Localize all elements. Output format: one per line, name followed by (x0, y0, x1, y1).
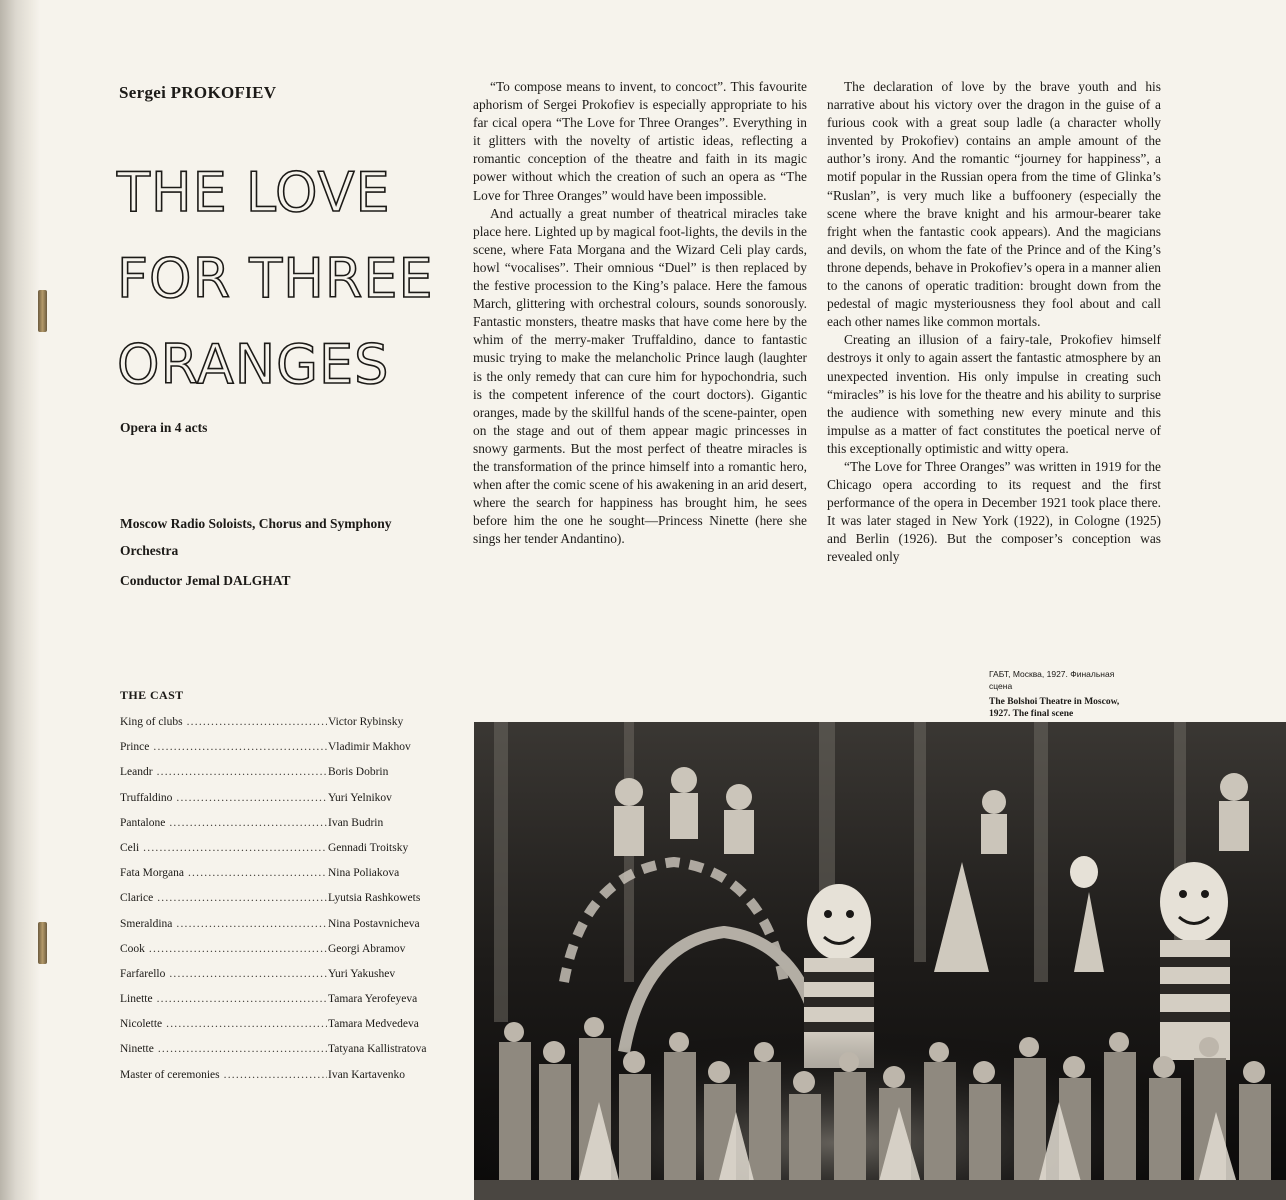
cast-role: Clarice (120, 892, 154, 905)
title-line: ORANGES (117, 333, 390, 396)
cast-actor: Nina Poliakova (328, 867, 400, 880)
cast-role: Fata Morgana (120, 867, 184, 880)
dot-leader (169, 817, 327, 829)
cast-actor: Boris Dobrin (328, 766, 389, 779)
staple (38, 922, 47, 964)
stage-photo-image (474, 722, 1286, 1200)
cast-row (120, 716, 450, 741)
dot-leader (176, 792, 327, 804)
article-paragraph: “To compose means to invent, to concoct”. This favourite aphorism of Sergei Prokofiev is especially appropriate to his far cical opera “The Love for Three Oranges”. Everything in it glitters with the novelty of artistic ideas, reflecting a romantic conception of the theatre and faith in its magic power without which the creation of such an opera as “The Love for Three Oranges” would have been impossible. (473, 79, 807, 203)
cast-row (120, 993, 450, 1018)
cast-role: Celi (120, 841, 140, 854)
cast-actor: Yuri Yelnikov (328, 791, 392, 804)
cast-row (120, 1043, 450, 1068)
conductor: Conductor Jemal DALGHAT (120, 573, 291, 588)
cast-role: Farfarello (120, 967, 166, 980)
title-line: THE LOVE (117, 161, 391, 224)
dot-leader (149, 943, 327, 955)
cast-actor: Nina Postavnicheva (328, 917, 420, 930)
cast-actor: Tatyana Kallistratova (328, 1043, 427, 1056)
cast-role: Truffaldino (120, 791, 173, 804)
performers: Moscow Radio Soloists, Chorus and Symphony Orchestra (120, 516, 392, 558)
cast-row (120, 918, 450, 943)
composer-name: Sergei PROKOFIEV (119, 83, 277, 102)
cast-role: Prince (120, 741, 150, 754)
cast-row (120, 892, 450, 917)
cast-row (120, 842, 450, 867)
cast-row (120, 741, 450, 766)
article-paragraph: And actually a great number of theatrical miracles take place here. Lighted up by magical foot-lights, the devils in the scene, where Fata Morgana and the Wizard Celi play cards, howl “vocalises”. Their omnious “Duel” is then replaced by the festive procession to the King’s palace. Here the famous March, glittering with orchestral colours, sounds sonorously. Fantastic monsters, theatre masks that have come here by the whim of the merry-maker Truffaldino, dance to fantastic music trying to make the melancholic Prince laugh (laughter is the only remedy that can cure him for hypochondria, such is the competent inference of the court doctors). Gigantic oranges, made by the skillful hands of the scene-painter, open on the stage and out of them appear magic princesses in snowy garments. But the most perfect of theatre miracles is the transformation of the prince himself into a romantic hero, when after the comic scene of his awakening in an arid desert, where the search for happiness has brought him, he sees before him the one he sought—Princess Ninette (here she sings her tender Andantino). (473, 205, 807, 547)
cast-role: Pantalone (120, 816, 166, 829)
cast-actor: Ivan Budrin (328, 816, 384, 829)
dot-leader (166, 1018, 327, 1030)
cast-row (120, 1069, 450, 1094)
cast-row (120, 817, 450, 842)
cast-row (120, 968, 450, 993)
dot-leader (153, 741, 327, 753)
cast-row (120, 867, 450, 892)
dot-leader (143, 842, 327, 854)
cast-role: Nicolette (120, 1018, 163, 1031)
cast-role: Cook (120, 942, 145, 955)
dot-leader (188, 867, 327, 879)
dot-leader (176, 918, 327, 930)
dot-leader (157, 766, 327, 778)
caption-english: The Bolshoi Theatre in Moscow, 1927. The final scene (989, 697, 1120, 719)
article-paragraph: Creating an illusion of a fairy-tale, Prokofiev himself destroys it only to again assert the fantastic atmosphere by an unexpected invention. His only impulse in creating such “miracles” is his love for the theatre and his ability to surprise the audience with something new every minute and this impulse as a matter of fact constitutes the poetical nerve of this exceptionally optimistic and witty opera. (827, 332, 1161, 456)
dot-leader (187, 716, 327, 728)
stage-photo (474, 722, 1286, 1200)
cast-role: Linette (120, 993, 153, 1006)
photo-caption (989, 668, 1139, 720)
cast-row (120, 1018, 450, 1043)
title-line: FOR THREE (117, 247, 434, 310)
cast-actor: Ivan Kartavenko (328, 1068, 405, 1081)
cast-row (120, 766, 450, 791)
cast-heading: THE CAST (120, 688, 184, 702)
opera-title (117, 150, 457, 408)
cast-role: Ninette (120, 1043, 154, 1056)
cast-actor: Georgi Abramov (328, 942, 406, 955)
article-column-1 (473, 78, 807, 548)
cast-role: King of clubs (120, 716, 183, 728)
cast-role: Master of ceremonies (120, 1068, 220, 1081)
cast-actor: Yuri Yakushev (328, 967, 396, 980)
cast-actor: Tamara Yerofeyeva (328, 993, 418, 1006)
cast-actor: Tamara Medvedeva (328, 1018, 419, 1031)
dot-leader (169, 968, 327, 980)
cast-list (120, 716, 450, 1094)
cast-row (120, 792, 450, 817)
article-column-2 (827, 78, 1161, 567)
cast-actor: Victor Rybinsky (328, 716, 404, 728)
opera-subtitle: Opera in 4 acts (120, 420, 208, 435)
page-gutter-shadow (0, 0, 40, 1200)
cast-role: Leandr (120, 766, 153, 779)
dot-leader (158, 1043, 327, 1055)
staple (38, 290, 47, 332)
article-paragraph: The declaration of love by the brave youth and his narrative about his victory over the dragon in the guise of a furious cook with a great soup ladle (a character wholly invented by Prokofiev) contains an ample amount of the author’s irony. And the romantic “journey for happiness”, a motif popular in the Russian opera from the time of Glinka’s “Ruslan”, is very much like a buffoonery (especially the scene where the brave knight and his armour-bearer take fright when the fantastic cook appears). And the magicians and devils, on whom the fate of the Prince and of the King’s throne depends, behave in Prokofiev’s opera in a manner alien to the canons of operatic tradition: brought down from the pedestal of magic mysteriousness they fool about and call each other names like common mortals. (827, 79, 1161, 330)
dot-leader (157, 993, 327, 1005)
cast-actor: Vladimir Makhov (328, 741, 411, 754)
article-paragraph: “The Love for Three Oranges” was written in 1919 for the Chicago opera according to its request and the first performance of the opera in December 1921 took place there. It was later staged in New York (1922), in Cologne (1925) and Berlin (1926). But the composer’s conception was revealed only (827, 458, 1161, 565)
dot-leader (224, 1069, 327, 1081)
cast-actor: Lyutsia Rashkowets (328, 892, 421, 905)
cast-row (120, 943, 450, 968)
caption-russian: ГАБТ, Москва, 1927. Финальная сцена (989, 669, 1115, 691)
cast-role: Smeraldina (120, 917, 173, 930)
cast-actor: Gennadi Troitsky (328, 841, 409, 854)
dot-leader (157, 892, 327, 904)
